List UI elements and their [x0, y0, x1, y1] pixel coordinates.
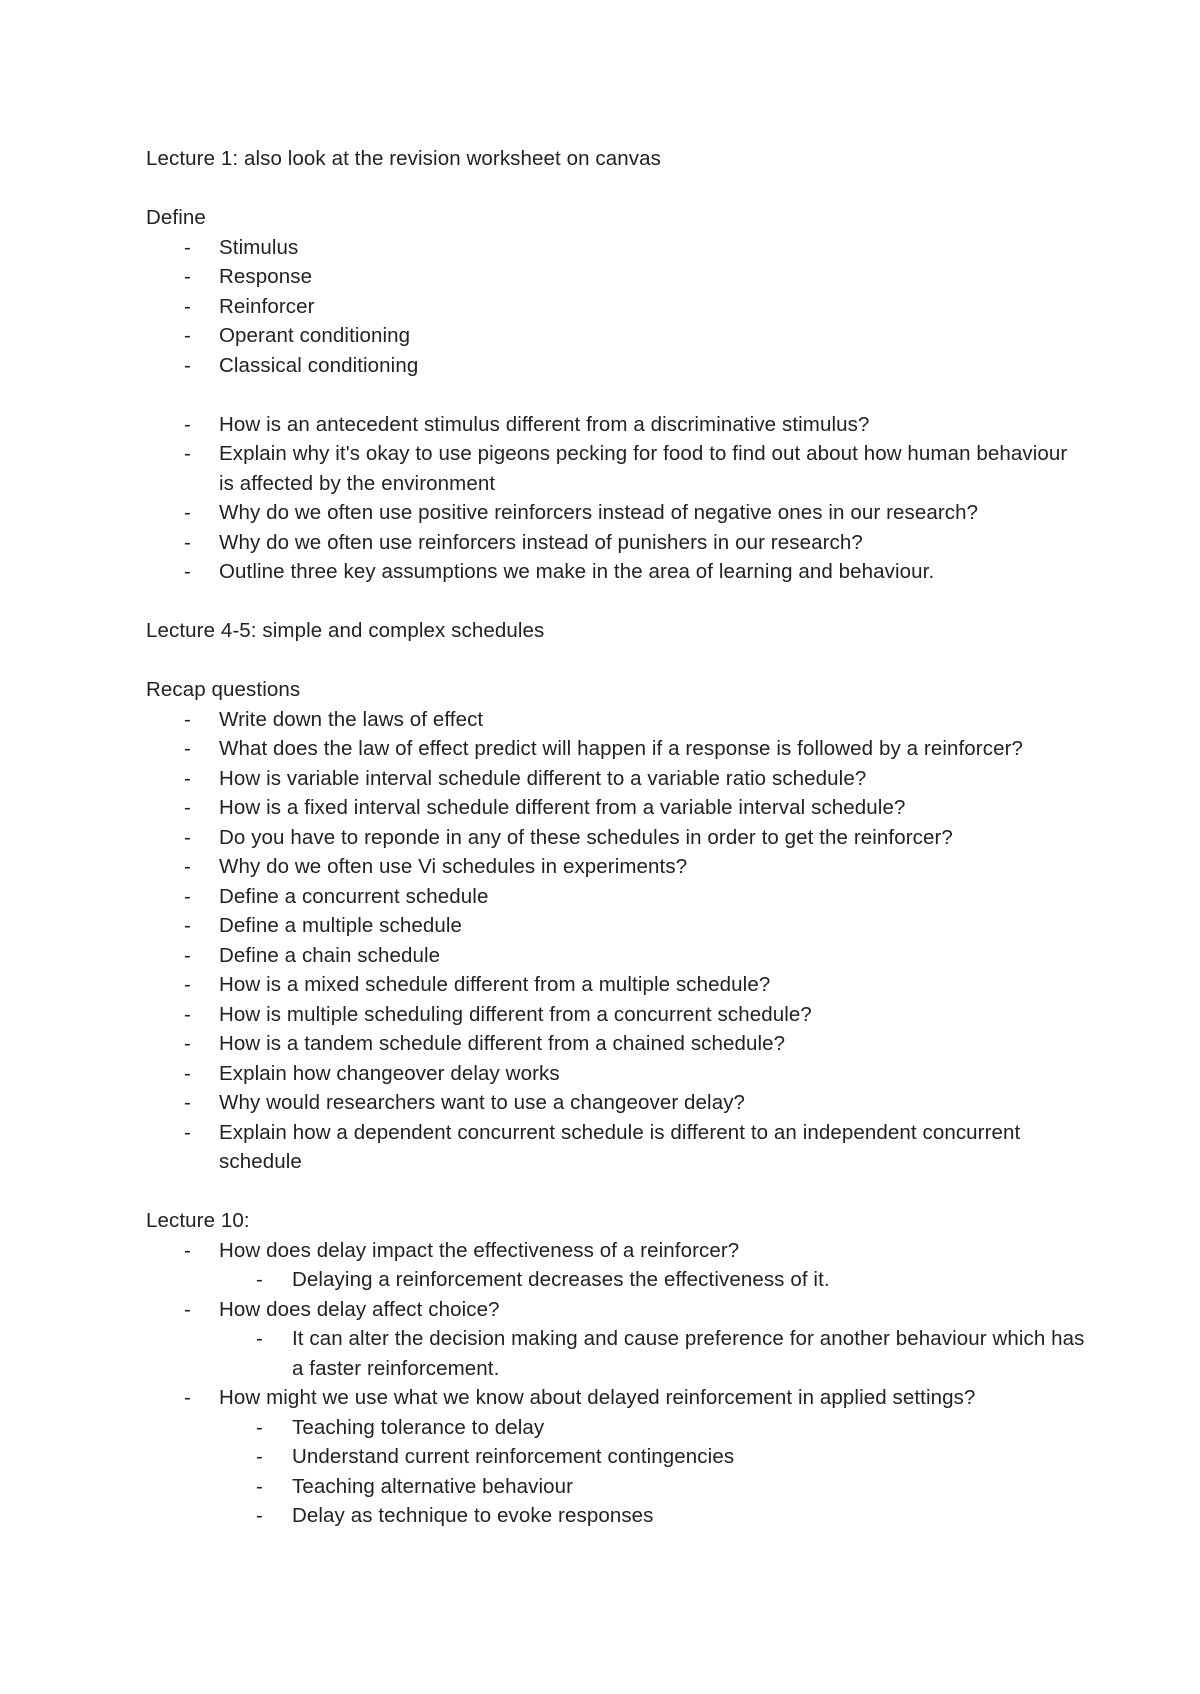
bullet-dash: - — [184, 235, 191, 259]
list-item — [146, 292, 1086, 322]
sub-list-item — [146, 1442, 1086, 1472]
list-item — [146, 528, 1086, 558]
question-text: Explain why it's okay to use pigeons pecking for food to find out about how human behaviour is affected by the environment — [219, 442, 1068, 495]
bullet-dash: - — [256, 1327, 263, 1350]
question-text: Define a multiple schedule — [219, 914, 463, 937]
question-text: How is a mixed schedule different from a multiple schedule? — [219, 973, 771, 996]
bullet-dash: - — [184, 737, 191, 760]
define-label: Define — [146, 206, 206, 229]
question-text: Write down the laws of effect — [219, 707, 484, 731]
question-text: How is an antecedent stimulus different from a discriminative stimulus? — [219, 412, 870, 436]
list-item — [146, 1088, 1086, 1118]
list-item — [146, 1383, 1086, 1413]
bullet-dash: - — [184, 943, 191, 967]
bullet-dash: - — [184, 707, 191, 731]
bullet-dash: - — [184, 265, 191, 288]
bullet-dash: - — [184, 1297, 191, 1321]
lecture1-heading: Lecture 1: also look at the revision worksheet on canvas — [146, 147, 661, 170]
answer-text: Understand current reinforcement contingencies — [292, 1445, 735, 1468]
list-item — [146, 911, 1086, 941]
bullet-dash: - — [184, 530, 191, 554]
sub-list-item — [146, 1324, 1086, 1383]
answer-text: Teaching tolerance to delay — [292, 1415, 545, 1439]
list-item — [146, 1000, 1086, 1030]
bullet-dash: - — [184, 796, 191, 819]
list-item — [146, 734, 1086, 764]
list-item — [146, 262, 1086, 292]
question-text: How is multiple scheduling different from a concurrent schedule? — [219, 1002, 812, 1026]
list-item — [146, 498, 1086, 528]
bullet-dash: - — [184, 1002, 191, 1026]
bullet-dash: - — [184, 884, 191, 908]
sub-list-item — [146, 1413, 1086, 1443]
question-text: Why do we often use reinforcers instead of punishers in our research? — [219, 530, 863, 554]
bullet-dash: - — [184, 560, 191, 583]
lecture4-5-heading: Lecture 4-5: simple and complex schedules — [146, 619, 545, 642]
question-text: Do you have to reponde in any of these schedules in order to get the reinforcer? — [219, 825, 953, 849]
bullet-dash: - — [184, 324, 191, 347]
bullet-dash: - — [256, 1415, 263, 1439]
question-text: How might we use what we know about delayed reinforcement in applied settings? — [219, 1386, 976, 1409]
question-text: Define a chain schedule — [219, 943, 441, 967]
bullet-dash: - — [184, 973, 191, 996]
bullet-dash: - — [184, 1386, 191, 1409]
question-text: Why would researchers want to use a changeover delay? — [219, 1091, 746, 1114]
list-item — [146, 439, 1086, 498]
spacer — [146, 174, 1086, 204]
bullet-dash: - — [256, 1504, 263, 1527]
bullet-dash: - — [184, 825, 191, 849]
bullet-dash: - — [184, 353, 191, 377]
sub-list-item — [146, 1501, 1086, 1531]
list-item — [146, 882, 1086, 912]
list-item — [146, 823, 1086, 853]
spacer — [146, 587, 1086, 617]
list-item — [146, 321, 1086, 351]
question-text: What does the law of effect predict will happen if a response is followed by a reinforcer? — [219, 737, 1023, 760]
list-item — [146, 852, 1086, 882]
define-item-text: Operant conditioning — [219, 324, 411, 347]
question-text: Why do we often use Vi schedules in experiments? — [219, 855, 688, 878]
question-text: How does delay affect choice? — [219, 1297, 500, 1321]
define-item-text: Reinforcer — [219, 294, 315, 318]
bullet-dash: - — [184, 766, 191, 790]
list-item — [146, 351, 1086, 381]
bullet-dash: - — [184, 442, 191, 465]
define-item-text: Stimulus — [219, 235, 299, 259]
list-item — [146, 970, 1086, 1000]
question-text: How is a fixed interval schedule different from a variable interval schedule? — [219, 796, 906, 819]
bullet-dash: - — [184, 1120, 191, 1144]
list-item — [146, 793, 1086, 823]
list-item — [146, 1295, 1086, 1325]
list-item — [146, 1118, 1086, 1177]
question-text: How does delay impact the effectiveness of a reinforcer? — [219, 1238, 740, 1262]
question-text: Explain how changeover delay works — [219, 1061, 560, 1085]
define-item-text: Classical conditioning — [219, 353, 419, 377]
bullet-dash: - — [184, 1061, 191, 1085]
define-item-text: Response — [219, 265, 313, 288]
question-text: Define a concurrent schedule — [219, 884, 489, 908]
list-item — [146, 557, 1086, 587]
question-text: Why do we often use positive reinforcers instead of negative ones in our research? — [219, 501, 979, 524]
question-text: Outline three key assumptions we make in the area of learning and behaviour. — [219, 560, 935, 583]
list-item — [146, 1236, 1086, 1266]
document-page — [146, 144, 1086, 1531]
bullet-dash: - — [184, 855, 191, 878]
bullet-dash: - — [184, 1238, 191, 1262]
bullet-dash: - — [256, 1268, 263, 1291]
list-item — [146, 233, 1086, 263]
spacer — [146, 380, 1086, 410]
question-text: How is variable interval schedule different to a variable ratio schedule? — [219, 766, 867, 790]
bullet-dash: - — [184, 1091, 191, 1114]
question-text: Explain how a dependent concurrent schedule is different to an independent concurrent schedule — [219, 1120, 1021, 1173]
spacer — [146, 646, 1086, 676]
bullet-dash: - — [184, 294, 191, 318]
list-item — [146, 1059, 1086, 1089]
list-item — [146, 764, 1086, 794]
list-item — [146, 410, 1086, 440]
list-item — [146, 941, 1086, 971]
answer-text: Delay as technique to evoke responses — [292, 1504, 654, 1527]
question-text: How is a tandem schedule different from a chained schedule? — [219, 1032, 786, 1055]
sub-list-item — [146, 1472, 1086, 1502]
list-item — [146, 705, 1086, 735]
sub-list-item — [146, 1265, 1086, 1295]
answer-text: It can alter the decision making and cause preference for another behaviour which has a faster reinforcement. — [292, 1327, 1085, 1380]
bullet-dash: - — [184, 412, 191, 436]
spacer — [146, 1177, 1086, 1207]
bullet-dash: - — [256, 1445, 263, 1468]
bullet-dash: - — [184, 1032, 191, 1055]
answer-text: Delaying a reinforcement decreases the effectiveness of it. — [292, 1268, 830, 1291]
bullet-dash: - — [184, 501, 191, 524]
recap-label: Recap questions — [146, 678, 301, 701]
lecture10-heading: Lecture 10: — [146, 1209, 250, 1232]
list-item — [146, 1029, 1086, 1059]
answer-text: Teaching alternative behaviour — [292, 1474, 574, 1498]
bullet-dash: - — [256, 1474, 263, 1498]
bullet-dash: - — [184, 914, 191, 937]
